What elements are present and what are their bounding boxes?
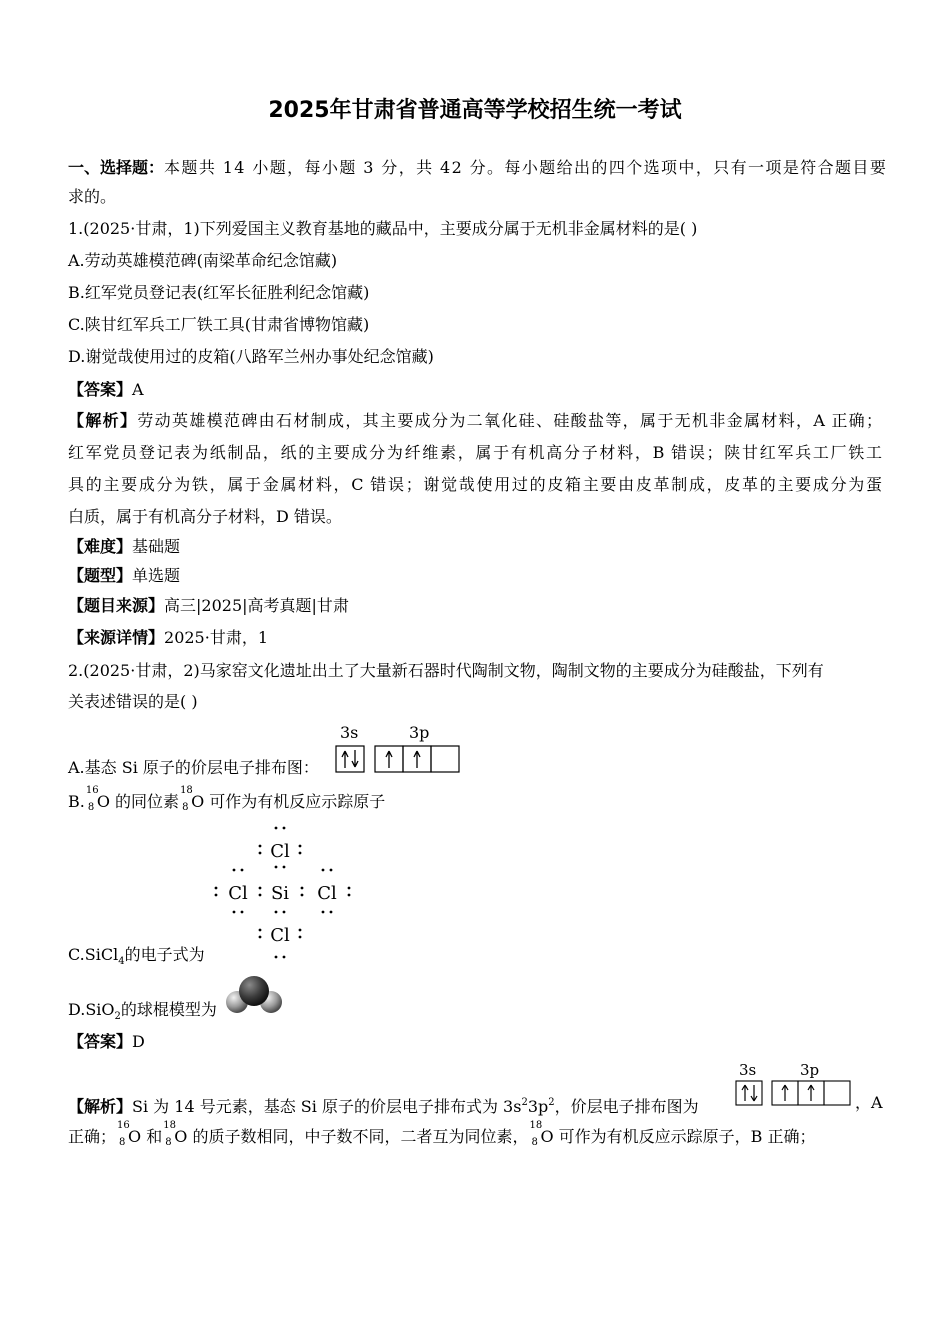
nuclide-o18: 18 8: [163, 1120, 176, 1148]
spin-down-arrow: [751, 1085, 757, 1101]
section-intro: [68, 158, 887, 178]
q2-stem-line-1: 2.(2025·甘肃，2)马家窑文化遗址出土了大量新石器时代陶制文物，陶制文物的主要成分为硅酸盐，下列有: [68, 661, 824, 680]
q2-option-c: C.SiCl$_4$的电子式为: [68, 945, 205, 967]
section-heading: 一、选择题：: [68, 158, 165, 177]
lewis-atom-cl-bottom: Cl: [270, 925, 290, 946]
orbital-diagram: [334, 722, 464, 777]
exam-title: 2025年甘肃省普通高等学校招生统一考试: [268, 98, 682, 123]
q1-difficulty: 【难度】基础题: [68, 537, 181, 556]
q2-analysis-line-1-end: ，A: [855, 1093, 883, 1112]
orbital-box-3s: [336, 746, 364, 772]
lewis-atom-cl-top: Cl: [270, 841, 290, 862]
q1-option-c: C.陕甘红军兵工厂铁工具(甘肃省博物馆藏): [68, 315, 370, 334]
q2-analysis-line-1: 【解析】Si 为 14 号元素，基态 Si 原子的价层电子排布式为 $3s^23p^2$，价层电子排布图为: [68, 1097, 699, 1116]
q1-source: 【题目来源】高三|2025|高考真题|甘肃: [68, 596, 349, 615]
q1-analysis-line-1: 【解析】劳动英雄模范碑由石材制成，其主要成分为二氧化硅、硅酸盐等，属于无机非金属材料，A 正确；: [68, 411, 882, 430]
q1-option-b: B.红军党员登记表(红军长征胜利纪念馆藏): [68, 283, 370, 302]
answer-label: 【答案】: [68, 380, 133, 399]
orbital-box-3p-3: [824, 1081, 850, 1105]
answer-value: A: [132, 380, 144, 399]
q2-analysis-line-2: 正确； 16 8 O 和 18 8 O 的质子数相同，中子数不同，二者互为同位素， 18 8 O 可作为有机反应示踪原子，B 正确；: [68, 1120, 816, 1148]
orbital-label-3p: 3p: [409, 723, 430, 742]
q1-option-a: A.劳动英雄模范碑(南梁革命纪念馆藏): [68, 251, 338, 270]
q2-option-a: A.基态 Si 原子的价层电子排布图：: [68, 758, 319, 777]
section-intro-cont: 求的。: [68, 187, 117, 206]
orbital-box-3s: [736, 1081, 762, 1105]
sicl4-lewis-structure: [205, 820, 365, 965]
q2-answer: 【答案】D: [68, 1032, 145, 1051]
q2-option-d: D.SiO$_2$的球棍模型为: [68, 1000, 217, 1022]
q1-source-detail: 【来源详情】2025·甘肃，1: [68, 628, 269, 647]
q1-analysis-line-4: 白质，属于有机高分子材料，D 错误。: [68, 507, 342, 526]
q1-answer: [68, 380, 144, 400]
orbital-label-3s: 3s: [340, 723, 359, 742]
q2-stem-line-2: 关表述错误的是( ): [68, 692, 198, 711]
orbital-label-3s: 3s: [739, 1061, 757, 1079]
orbital-box-3p-3: [431, 746, 459, 772]
nuclide-o16: 16 8: [85, 785, 99, 813]
nuclide-o16: 16 8: [117, 1120, 130, 1148]
nuclide-o18: 18 8: [529, 1120, 543, 1148]
orbital-diagram-small: [735, 1061, 855, 1109]
q1-stem: 1.(2025·甘肃，1)下列爱国主义教育基地的藏品中，主要成分属于无机非金属材料的是( ): [68, 219, 698, 238]
q1-analysis-line-2: 红军党员登记表为纸制品，纸的主要成分为纤维素，属于有机高分子材料，B 错误；陕甘红军兵工厂铁工: [68, 443, 882, 462]
spin-up-arrow: [782, 1085, 788, 1101]
orbital-label-3p: 3p: [800, 1061, 820, 1079]
lewis-atom-cl-left: Cl: [228, 883, 248, 904]
spin-up-arrow: [742, 1085, 748, 1101]
spin-up-arrow: [342, 751, 348, 768]
q2-option-b: B. 16 8 O 的同位素 18 8 O 可作为有机反应示踪原子: [68, 785, 386, 813]
nuclide-o18: 18 8: [180, 785, 193, 813]
sio2-ball-model-image: [224, 975, 286, 1017]
lewis-atom-si: Si: [270, 883, 290, 904]
spin-up-arrow: [386, 751, 392, 768]
spin-up-arrow: [414, 751, 420, 768]
spin-up-arrow: [808, 1085, 814, 1101]
section-intro-text: 本题共 14 小题，每小题 3 分，共 42 分。每小题给出的四个选项中，只有一项是符合题目要: [164, 158, 888, 177]
lewis-atom-cl-right: Cl: [317, 883, 337, 904]
silicon-atom: [239, 976, 269, 1006]
q1-option-d: D.谢觉哉使用过的皮箱(八路军兰州办事处纪念馆藏): [68, 347, 434, 366]
q1-analysis-line-3: 具的主要成分为铁，属于金属材料，C 错误；谢觉哉使用过的皮箱主要由皮革制成，皮革的主要成分为蛋: [68, 475, 882, 494]
q1-type: 【题型】单选题: [68, 566, 181, 585]
analysis-label: 【解析】: [68, 411, 138, 430]
spin-down-arrow: [352, 750, 358, 767]
